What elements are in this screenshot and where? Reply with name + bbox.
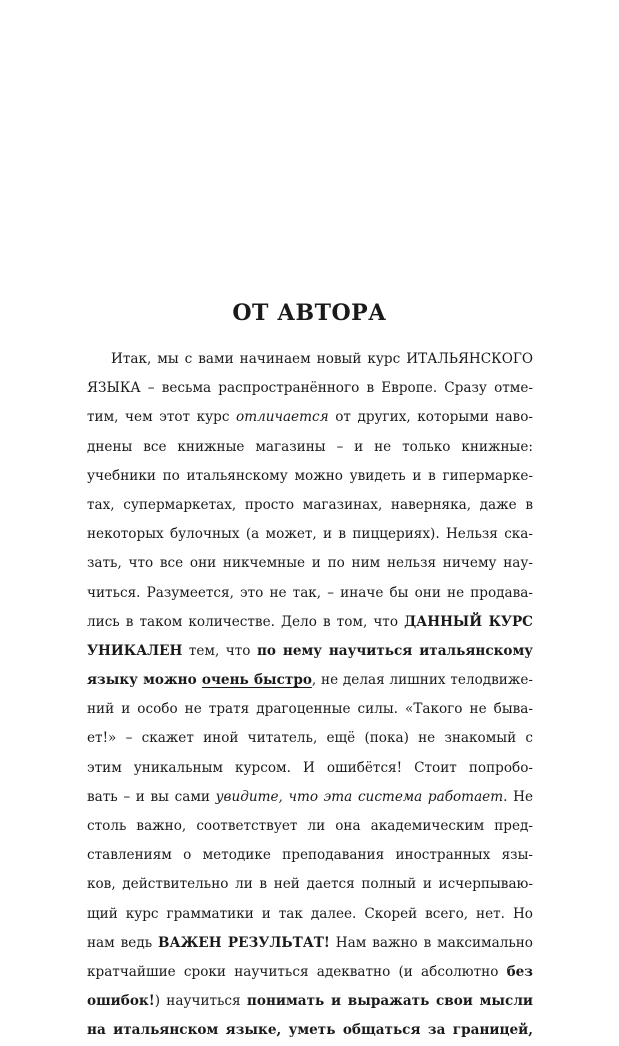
text-run: лись в таком количестве. Дело в том, что — [87, 613, 405, 630]
text-line — [87, 462, 533, 491]
text-run: нам ведь — [87, 934, 159, 951]
text-run: отличается — [236, 409, 329, 426]
text-run: щий курс грамматики и так далее. Скорей всего, нет. Но — [87, 905, 533, 922]
text-line — [87, 695, 533, 724]
text-line — [87, 929, 533, 958]
text-run: тем, что — [182, 642, 257, 659]
text-run: тах, супермаркетах, просто магазинах, наверняка, даже в — [87, 496, 533, 513]
text-line — [87, 491, 533, 520]
text-run: тим, чем этот курс — [87, 409, 237, 426]
text-run: Итак, мы с вами начинаем новый курс ИТАЛЬЯНСКОГО — [111, 351, 533, 367]
text-line — [87, 987, 533, 1016]
text-line — [87, 520, 533, 549]
text-run: Нам важно в максимально — [329, 934, 533, 951]
text-run: без — [506, 963, 533, 980]
text-run: увидите, что эта система работает — [215, 788, 504, 805]
text-run: кратчайшие сроки научиться адекватно (и абсолютно — [87, 963, 507, 980]
text-run: читься. Разумеется, это не так, – иначе бы они не продава- — [87, 584, 533, 601]
text-run: ставлениям о методике преподавания иностранных язы- — [87, 847, 533, 864]
text-line — [87, 870, 533, 899]
text-run: столь важно, соответствует ли она академическим пред- — [87, 818, 533, 834]
text-run: вать – и вы сами — [87, 788, 216, 805]
text-run: ний и особо не тратя драгоценные силы. «Такого не быва- — [87, 701, 533, 718]
text-run: зать, что все они никчемные и по ним нельзя ничему нау- — [87, 555, 533, 572]
text-run: языку можно — [87, 672, 202, 689]
text-run: понимать и выражать свои мысли — [246, 993, 533, 1010]
text-line — [87, 549, 533, 578]
text-run: этим уникальным курсом. И ошибётся! Стоит попробо- — [87, 759, 533, 776]
text-line — [87, 958, 533, 987]
text-line — [87, 637, 533, 666]
text-run: от других, которыми наво- — [328, 409, 533, 426]
text-line — [87, 812, 533, 841]
chapter-title: ОТ АВТОРА — [232, 300, 387, 326]
text-run: некоторых булочных (а может, и в пиццериях). Нельзя ска- — [87, 526, 533, 543]
text-line — [87, 403, 533, 432]
text-run: ков, действительно ли в ней дается полный и исчерпываю- — [87, 876, 533, 893]
text-run: днены все книжные магазины – и не только книжные: — [87, 438, 533, 455]
text-run: ошибок! — [87, 993, 155, 1010]
text-line — [87, 666, 533, 695]
text-run: на итальянском языке, уметь общаться за границей, — [87, 1022, 533, 1039]
text-line — [87, 724, 533, 753]
text-run: очень быстро — [201, 672, 312, 689]
text-run: по нему научиться итальянскому — [256, 642, 533, 659]
text-run: ЯЗЫКА – весьма распространённого в Европе. Сразу отме- — [87, 380, 533, 397]
text-run: ет!» – скажет иной читатель, ещё (пока) не знакомый с — [87, 730, 533, 747]
text-line — [87, 608, 533, 637]
text-line — [87, 1016, 533, 1045]
text-line — [87, 374, 533, 403]
text-line — [87, 900, 533, 929]
text-run: ) научиться — [154, 993, 247, 1010]
text-line — [87, 783, 533, 812]
text-line — [87, 433, 533, 462]
text-run: ДАННЫЙ КУРС — [404, 613, 534, 630]
text-run: УНИКАЛЕН — [87, 642, 183, 659]
text-line — [87, 345, 533, 374]
text-line — [87, 579, 533, 608]
text-run: ВАЖЕН РЕЗУЛЬТАТ! — [158, 934, 330, 951]
text-run: . Не — [503, 788, 534, 805]
text-line — [87, 754, 533, 783]
text-run: учебники по итальянскому можно увидеть и в гипермарке- — [87, 467, 533, 484]
text-line — [87, 841, 533, 870]
chapter-body — [87, 345, 533, 1046]
text-run: , не делая лишних телодвиже- — [311, 672, 533, 689]
